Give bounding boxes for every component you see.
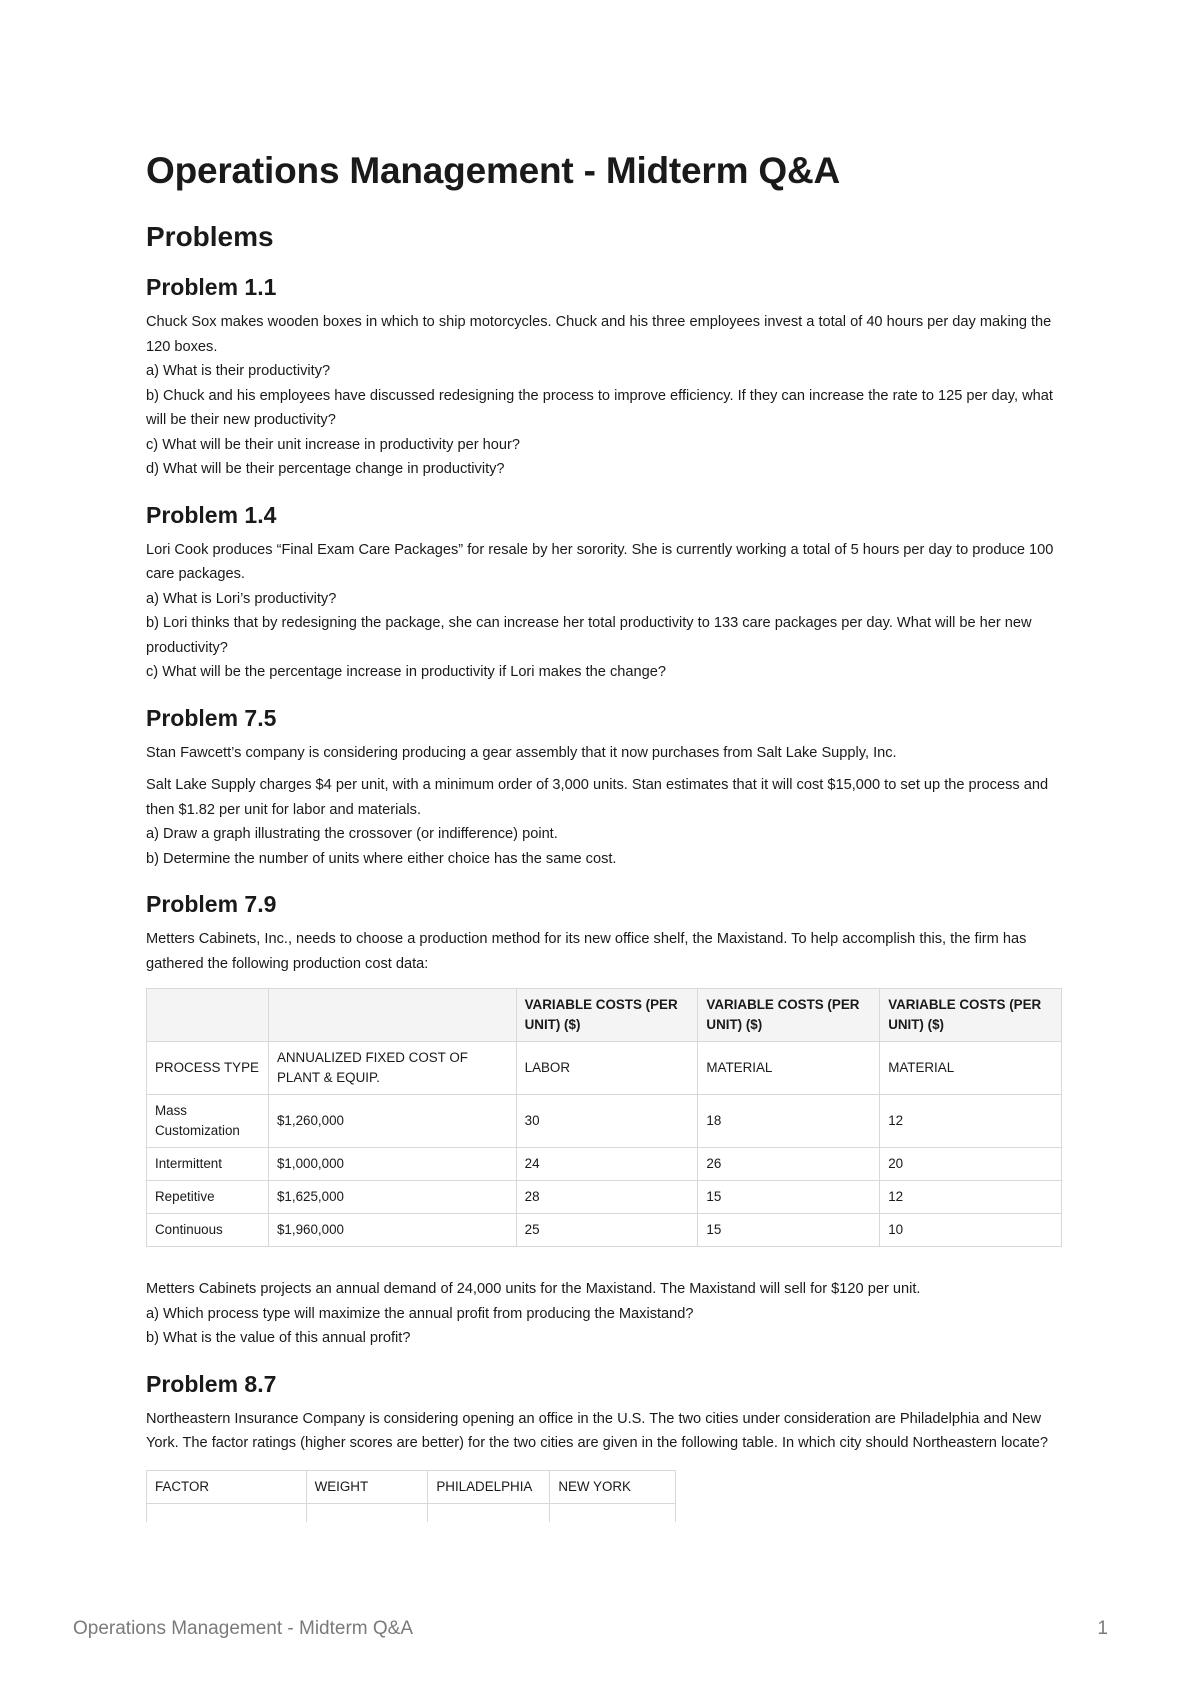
section-heading-problems: Problems <box>146 221 274 252</box>
problem-intro: Metters Cabinets, Inc., needs to choose a production method for its new office shelf, the Maxistand. To help accomplish this, the firm has gathered the following production cost data: <box>146 931 1027 972</box>
table-cell <box>550 1503 676 1522</box>
table-cell: Intermittent <box>147 1148 269 1181</box>
problem-heading: Problem 1.4 <box>146 501 277 528</box>
table-header-cell <box>147 989 269 1042</box>
table-header-cell <box>268 989 516 1042</box>
document-page <box>146 148 1061 1540</box>
table-cell: $1,000,000 <box>268 1148 516 1181</box>
table-cell: PROCESS TYPE <box>147 1042 269 1095</box>
table-row <box>147 1503 676 1522</box>
question-b: b) What is the value of this annual profit? <box>146 1330 411 1346</box>
question-c: c) What will be their unit increase in productivity per hour? <box>146 436 520 453</box>
page-footer <box>73 1618 1108 1640</box>
question-a: a) What is Lori’s productivity? <box>146 590 337 607</box>
question-a: a) Which process type will maximize the annual profit from producing the Maxistand? <box>146 1305 694 1322</box>
table-cell: LABOR <box>516 1042 698 1095</box>
problem-heading: Problem 7.5 <box>146 704 277 731</box>
question-a: a) Draw a graph illustrating the crossover (or indifference) point. <box>146 826 558 842</box>
table-cell: 28 <box>516 1181 698 1214</box>
document-title: Operations Management - Midterm Q&A <box>146 150 841 191</box>
question-a: a) What is their productivity? <box>146 363 331 379</box>
table-cell: 20 <box>880 1148 1062 1181</box>
table-cell: $1,260,000 <box>268 1095 516 1148</box>
table-header-cell: NEW YORK <box>550 1470 676 1503</box>
problem-heading: Problem 8.7 <box>146 1370 277 1397</box>
question-b: b) Determine the number of units where either choice has the same cost. <box>146 850 617 867</box>
problem-text: Metters Cabinets projects an annual demand of 24,000 units for the Maxistand. The Maxistand will sell for $120 per unit. <box>146 1281 921 1297</box>
question-b: b) Lori thinks that by redesigning the package, she can increase her total productivity to 133 care packages per day. What will be her new productivity? <box>146 615 1032 656</box>
table-header-cell: PHILADELPHIA <box>428 1470 550 1503</box>
problem-intro: Northeastern Insurance Company is considering opening an office in the U.S. The two cities under consideration are Philadelphia and New York. The factor ratings (higher scores are better) for the two cities are given in the following table. In which city should Northeastern locate? <box>146 1410 1049 1451</box>
table-row <box>147 1148 1062 1181</box>
problem-1-1 <box>146 272 1061 482</box>
table-cell: Continuous <box>147 1214 269 1247</box>
table-cell: Repetitive <box>147 1181 269 1214</box>
problem-heading: Problem 7.9 <box>146 891 277 917</box>
table-cell: ANNUALIZED FIXED COST OF PLANT & EQUIP. <box>268 1042 516 1095</box>
table-cell: 12 <box>880 1181 1062 1214</box>
table-cell <box>428 1503 550 1522</box>
table-cell: 24 <box>516 1148 698 1181</box>
table-cell: $1,625,000 <box>268 1181 516 1214</box>
footer-title: Operations Management - Midterm Q&A <box>73 1618 414 1639</box>
table-subheader-row <box>147 1042 1062 1095</box>
question-d: d) What will be their percentage change in productivity? <box>146 461 505 477</box>
table-cell: 10 <box>880 1214 1062 1247</box>
production-cost-table <box>146 988 1062 1247</box>
table-cell <box>147 1503 307 1522</box>
table-cell: 15 <box>698 1214 880 1247</box>
table-cell: 12 <box>880 1095 1062 1148</box>
problem-text: Salt Lake Supply charges $4 per unit, with a minimum order of 3,000 units. Stan estimates that it will cost $15,000 to set up the process and then $1.82 per unit for labor and materials. <box>146 777 1049 818</box>
table-row <box>147 1181 1062 1214</box>
table-header-cell: VARIABLE COSTS (PER UNIT) ($) <box>516 989 698 1042</box>
table-cell: 30 <box>516 1095 698 1148</box>
table-row <box>147 1095 1062 1148</box>
problem-text: Lori Cook produces “Final Exam Care Packages” for resale by her sorority. She is currently working a total of 5 hours per day to produce 100 care packages. <box>146 541 1054 582</box>
table-header-cell: VARIABLE COSTS (PER UNIT) ($) <box>880 989 1062 1042</box>
table-header-cell: WEIGHT <box>306 1470 428 1503</box>
question-c: c) What will be the percentage increase in productivity if Lori makes the change? <box>146 664 666 680</box>
table-cell: MATERIAL <box>880 1042 1062 1095</box>
table-cell: 26 <box>698 1148 880 1181</box>
table-cell <box>306 1503 428 1522</box>
table-cell: Mass Customization <box>147 1095 269 1148</box>
table-cell: $1,960,000 <box>268 1214 516 1247</box>
factor-ratings-table <box>146 1470 676 1522</box>
problem-7-5 <box>146 703 1061 872</box>
table-cell: 25 <box>516 1214 698 1247</box>
problem-text: Chuck Sox makes wooden boxes in which to ship motorcycles. Chuck and his three employees invest a total of 40 hours per day making the 120 boxes. <box>146 314 1052 355</box>
problem-heading: Problem 1.1 <box>146 274 277 300</box>
problem-8-7 <box>146 1369 1061 1522</box>
table-row <box>147 1214 1062 1247</box>
table-header-cell: VARIABLE COSTS (PER UNIT) ($) <box>698 989 880 1042</box>
problem-1-4 <box>146 500 1061 685</box>
problem-intro: Stan Fawcett’s company is considering producing a gear assembly that it now purchases from Salt Lake Supply, Inc. <box>146 744 897 761</box>
page-number: 1 <box>1097 1618 1108 1639</box>
table-cell: MATERIAL <box>698 1042 880 1095</box>
question-b: b) Chuck and his employees have discussed redesigning the process to improve efficiency. If they can increase the rate to 125 per day, what will be their new productivity? <box>146 387 1053 428</box>
problem-7-9 <box>146 889 1061 1351</box>
table-header-row <box>147 989 1062 1042</box>
table-header-cell: FACTOR <box>147 1470 307 1503</box>
table-header-row <box>147 1470 676 1503</box>
table-cell: 15 <box>698 1181 880 1214</box>
table-cell: 18 <box>698 1095 880 1148</box>
